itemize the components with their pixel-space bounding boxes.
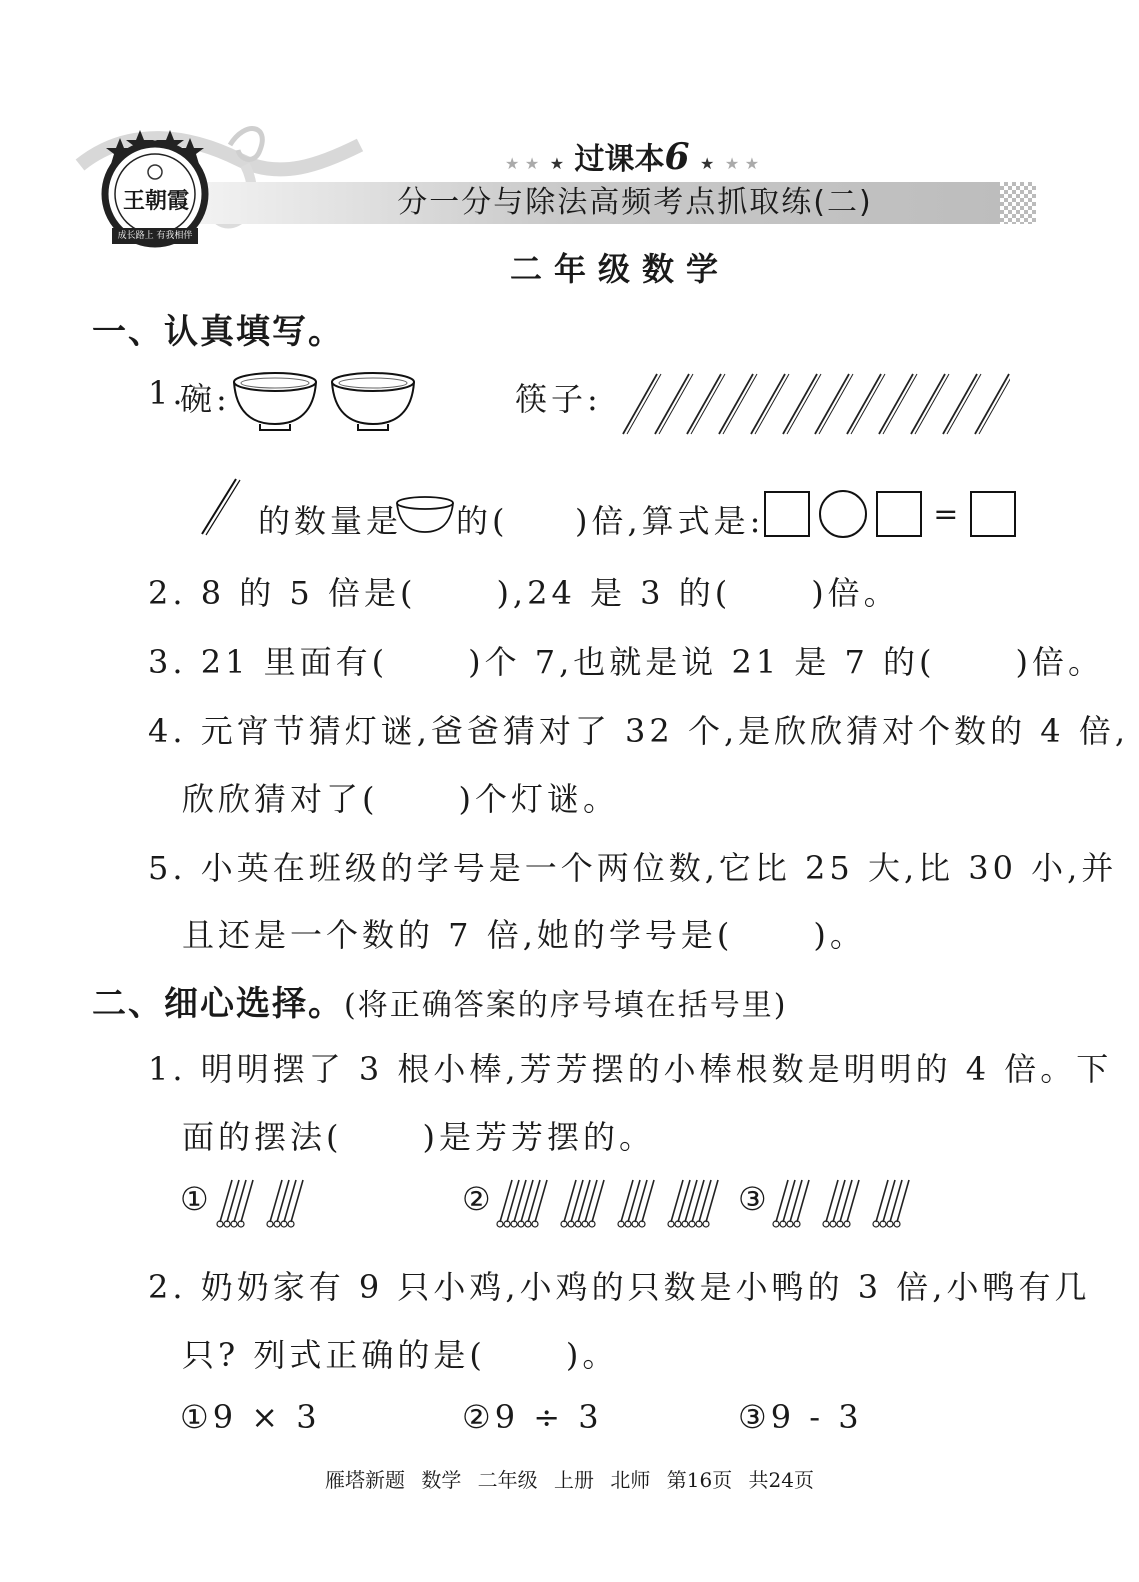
bowl-icon (328, 370, 418, 434)
banner-title: 分一分与除法高频考点抓取练(二) (397, 185, 873, 220)
chopstick-line (911, 374, 945, 434)
q3-mid: )个 7,也就是说 21 是 7 的( (468, 643, 936, 681)
stick-line (876, 1180, 888, 1222)
stick-line (847, 1180, 859, 1222)
stick-line (671, 1180, 683, 1222)
stick-line (840, 1180, 852, 1222)
chopstick-line (947, 374, 981, 434)
q3-post: )倍。 (1015, 643, 1105, 681)
q2-pre: 2. 8 的 5 倍是( (148, 574, 417, 612)
s2q1-line2-post: )是芳芳摆的。 (422, 1118, 655, 1156)
operator-circle[interactable] (819, 490, 867, 538)
q3-pre: 3. 21 里面有( (148, 643, 389, 681)
stick-line (592, 1180, 604, 1222)
chopstick-line (687, 374, 721, 434)
chopstick-line (723, 374, 757, 434)
section2-title: 二、细心选择。 (92, 984, 344, 1024)
badge-number: 6 (664, 136, 690, 178)
stick-line (692, 1180, 704, 1222)
star-icon: ★ (700, 154, 715, 173)
stick-line (706, 1180, 718, 1222)
stick-line (890, 1180, 902, 1222)
stick-line (585, 1180, 597, 1222)
s2q2-option-1[interactable]: ①9 × 3 (180, 1398, 321, 1436)
grade-title: 二年级数学 (509, 250, 730, 288)
star-icon: ★ (549, 154, 565, 173)
q5-line2-post: )。 (813, 916, 866, 954)
equation-box-2[interactable] (876, 491, 922, 537)
logo-seal (100, 128, 210, 248)
q5-line2-pre: 且还是一个数的 7 倍,她的学号是( (182, 916, 734, 954)
badge-text: 过课本 (574, 142, 665, 177)
page-footer: 雁塔新题 数学 二年级 上册 北师 第16页 共24页 (324, 1468, 815, 1492)
q5-line-1: 5. 小英在班级的学号是一个两位数,它比 25 大,比 30 小,并 (148, 849, 1118, 887)
equation-boxes (764, 490, 1016, 538)
stick-line (241, 1180, 253, 1222)
s2q2-line2-post: )。 (565, 1336, 619, 1374)
s2q1-line2-pre: 面的摆法( (182, 1118, 343, 1156)
sticks-option-3-icon (770, 1178, 945, 1230)
s2q2-line-2 (182, 1330, 618, 1376)
chopstick-line (819, 374, 853, 434)
chopstick-line (659, 374, 693, 434)
s2q1-line-2 (182, 1112, 655, 1158)
q4-line2-pre: 欣欣猜对了( (182, 780, 379, 818)
stick-line (564, 1180, 576, 1222)
stick-line (797, 1180, 809, 1222)
q2-mid: ),24 是 3 的( (496, 574, 732, 612)
stick-line (776, 1180, 788, 1222)
chopstick-line (943, 374, 977, 434)
q5-line-2 (182, 910, 866, 956)
chopstick-line (915, 374, 949, 434)
stick-line (514, 1180, 526, 1222)
equation-box-1[interactable] (764, 491, 810, 537)
chopstick-line (751, 374, 785, 434)
stick-line (578, 1180, 590, 1222)
chopstick-icon (196, 476, 242, 538)
bowl-small-icon (394, 494, 456, 538)
stick-line (685, 1180, 697, 1222)
star-icon: ★ ★ (724, 154, 760, 173)
q1-mid-text: 的数量是 (258, 502, 403, 540)
chopsticks-group-icon (615, 372, 1010, 438)
chopstick-line (691, 374, 725, 434)
chopstick-line (627, 374, 661, 434)
section2-heading (92, 976, 787, 1025)
s2q2-line-1: 2. 奶奶家有 9 只小鸡,小鸡的只数是小鸭的 3 倍,小鸭有几 (148, 1268, 1091, 1306)
equals-sign: = (933, 496, 959, 532)
option-1-marker[interactable]: ① (180, 1180, 213, 1218)
chopstick-line (623, 374, 657, 434)
stick-line (270, 1180, 282, 1222)
stick-line (897, 1180, 909, 1222)
q1-bowl-label: 碗: (180, 380, 231, 418)
s2q2-option-3[interactable]: ③9 - 3 (738, 1398, 863, 1436)
q4-line-1: 4. 元宵节猜灯谜,爸爸猜对了 32 个,是欣欣猜对个数的 4 倍, (148, 712, 1129, 750)
chopstick-line (879, 374, 913, 434)
stick-line (571, 1180, 583, 1222)
equation-box-result[interactable] (970, 491, 1016, 537)
chopstick-line (979, 374, 1010, 434)
stick-line (642, 1180, 654, 1222)
chopstick-line (655, 374, 689, 434)
s2q2-option-2[interactable]: ②9 ÷ 3 (462, 1398, 603, 1436)
stick-line (507, 1180, 519, 1222)
stick-line (628, 1180, 640, 1222)
logo-name: 王朝霞 (122, 189, 189, 214)
stick-line (783, 1180, 795, 1222)
stick-line (220, 1180, 232, 1222)
stick-line (277, 1180, 289, 1222)
section2-note: (将正确答案的序号填在括号里) (344, 988, 788, 1023)
stick-line (528, 1180, 540, 1222)
stick-line (635, 1180, 647, 1222)
stick-line (699, 1180, 711, 1222)
chopstick-line (975, 374, 1009, 434)
q1-answer-blank[interactable] (505, 500, 575, 534)
bowl-icon (230, 370, 320, 434)
chopsticks-label: 筷子: (515, 380, 602, 418)
sticks-option-2-icon (494, 1178, 724, 1230)
option-3-marker[interactable]: ③ (738, 1180, 771, 1218)
q3-line (148, 637, 1104, 683)
stick-line (227, 1180, 239, 1222)
stick-line (833, 1180, 845, 1222)
sticks-option-1-icon (214, 1178, 324, 1230)
chopstick-line (815, 374, 849, 434)
chopstick-line (851, 374, 885, 434)
chopstick-line (847, 374, 881, 434)
stick-line (826, 1180, 838, 1222)
q1-number: 1. (148, 374, 187, 412)
s2q1-line-1: 1. 明明摆了 3 根小棒,芳芳摆的小棒根数是明明的 4 倍。下 (148, 1050, 1113, 1088)
chopstick-line (787, 374, 821, 434)
section1-heading: 一、认真填写。 (92, 312, 344, 352)
stick-line (535, 1180, 547, 1222)
chopstick-line (755, 374, 789, 434)
q4-line2-post: )个灯谜。 (458, 780, 619, 818)
chopstick-line (783, 374, 817, 434)
q2-line (148, 568, 900, 614)
stick-line (521, 1180, 533, 1222)
q4-line-2 (182, 774, 619, 820)
q2-post: )倍。 (811, 574, 900, 612)
stick-line (621, 1180, 633, 1222)
s2q2-line2-pre: 只? 列式正确的是( (182, 1336, 486, 1374)
stick-line (790, 1180, 802, 1222)
chopstick-line (719, 374, 753, 434)
stick-line (883, 1180, 895, 1222)
stick-line (234, 1180, 246, 1222)
q1-after-bowl: 的( (456, 502, 509, 540)
stick-line (291, 1180, 303, 1222)
option-2-marker[interactable]: ② (462, 1180, 495, 1218)
stick-line (284, 1180, 296, 1222)
logo-ribbon-text: 成长路上 有我相伴 (117, 231, 193, 241)
stick-line (678, 1180, 690, 1222)
chopstick-line (883, 374, 917, 434)
badge-line (505, 134, 759, 178)
q1-times-text: )倍,算式是: (575, 502, 765, 540)
star-icon: ★ ★ (505, 154, 540, 173)
stick-line (500, 1180, 512, 1222)
